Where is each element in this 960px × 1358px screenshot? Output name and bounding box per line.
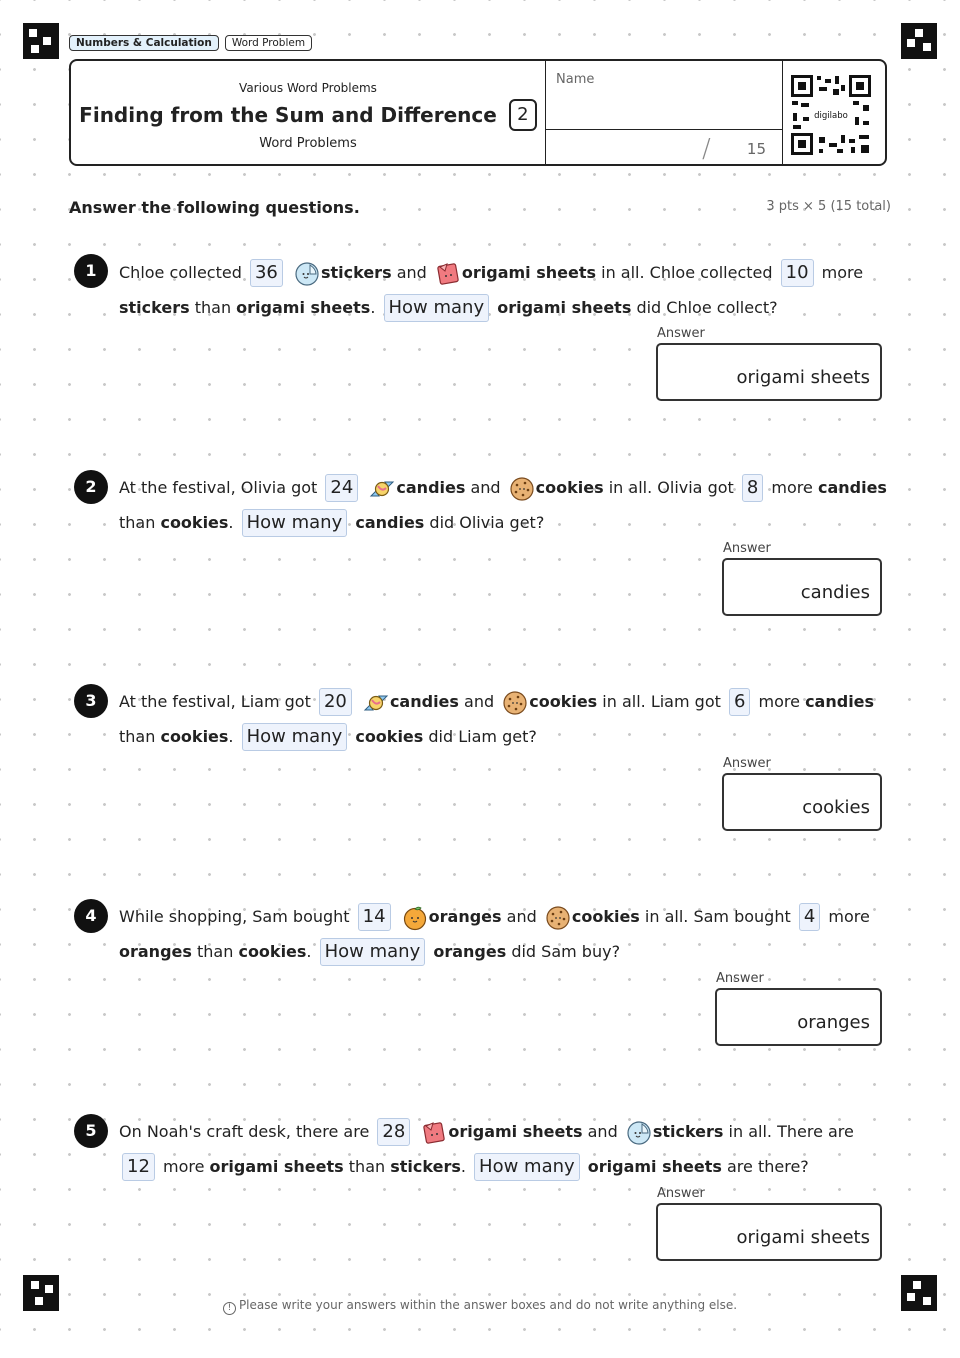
worksheet-subtitle: Various Word Problems	[239, 81, 377, 95]
cookie-icon	[509, 476, 535, 502]
score-slash: /	[702, 134, 711, 164]
footer-note	[0, 1298, 960, 1315]
name-score-block	[545, 61, 783, 164]
instructions: Answer the following questions.	[69, 198, 360, 217]
question-text: At the festival, Liam got 20 candies and cookies in all. Liam got 6 more candies than cookies. How many cookies did Liam get?	[119, 684, 889, 754]
difference-number: 10	[781, 259, 814, 287]
worksheet-number: 2	[509, 99, 537, 131]
points-info: 3 pts × 5 (15 total)	[766, 199, 891, 214]
question-number: 1	[74, 254, 108, 288]
origami-icon	[421, 1120, 447, 1146]
answer-box[interactable]	[656, 1203, 882, 1261]
candy-icon	[363, 690, 389, 716]
given-number: 20	[319, 688, 352, 716]
score-field	[546, 129, 782, 167]
candy-icon	[369, 476, 395, 502]
worksheet-category: Word Problems	[259, 136, 357, 151]
footer-text: Please write your answers within the answer boxes and do not write anything else.	[238, 1298, 738, 1312]
origami-icon	[435, 261, 461, 287]
answer-label: Answer	[723, 541, 771, 556]
difference-number: 6	[729, 688, 750, 716]
question-text: On Noah's craft desk, there are 28 origami sheets and stickers in all. There are 12 more origami sheets than stickers. How many origami sheets are there?	[119, 1114, 889, 1184]
cookie-icon	[545, 905, 571, 931]
tag-type: Word Problem	[225, 35, 312, 51]
given-number: 24	[325, 474, 358, 502]
how-many-box: How many	[320, 938, 426, 966]
answer-label: Answer	[723, 756, 771, 771]
answer-label: Answer	[657, 326, 705, 341]
answer-box[interactable]	[722, 558, 882, 616]
worksheet-title: Finding from the Sum and Difference	[79, 103, 497, 127]
answer-box[interactable]	[715, 988, 882, 1046]
score-total: 15	[746, 140, 766, 158]
question-text: While shopping, Sam bought 14 oranges and cookies in all. Sam bought 4 more oranges than cookies. How many oranges did Sam buy?	[119, 899, 889, 969]
registration-marker-top-left	[23, 23, 59, 59]
question-number: 4	[74, 899, 108, 933]
difference-number: 8	[742, 474, 763, 502]
given-number: 28	[377, 1118, 410, 1146]
answer-label: Answer	[657, 1186, 705, 1201]
sticker-icon	[294, 261, 320, 287]
cookie-icon	[502, 690, 528, 716]
how-many-box: How many	[474, 1153, 580, 1181]
how-many-box: How many	[384, 294, 490, 322]
name-label: Name	[556, 72, 595, 87]
given-number: 36	[250, 259, 283, 287]
difference-number: 4	[799, 903, 820, 931]
answer-unit: candies	[800, 582, 870, 603]
question-number: 3	[74, 684, 108, 718]
how-many-box: How many	[242, 509, 348, 537]
question-text: Chloe collected 36 stickers and origami sheets in all. Chloe collected 10 more stickers than origami sheets. How many origami sheets did Chloe collect?	[119, 255, 889, 325]
info-icon: !	[223, 1302, 236, 1315]
answer-unit: origami sheets	[736, 1227, 870, 1248]
orange-icon	[402, 905, 428, 931]
answer-box[interactable]	[656, 343, 882, 401]
tag-category: Numbers & Calculation	[69, 35, 219, 51]
tag-list	[69, 35, 312, 51]
difference-number: 12	[122, 1153, 155, 1181]
how-many-box: How many	[242, 723, 348, 751]
answer-label: Answer	[716, 971, 764, 986]
given-number: 14	[358, 903, 391, 931]
title-block	[71, 61, 545, 164]
worksheet-header	[69, 59, 887, 166]
answer-unit: cookies	[802, 797, 870, 818]
answer-unit: oranges	[797, 1012, 870, 1033]
registration-marker-top-right	[901, 23, 937, 59]
qr-label: digilabo	[814, 111, 848, 121]
worksheet-title-row	[71, 99, 545, 131]
question-text: At the festival, Olivia got 24 candies and cookies in all. Olivia got 8 more candies than cookies. How many candies did Olivia get?	[119, 470, 889, 540]
answer-box[interactable]	[722, 773, 882, 831]
question-number: 5	[74, 1114, 108, 1148]
question-number: 2	[74, 470, 108, 504]
qr-code-icon	[789, 73, 873, 157]
sticker-icon	[626, 1120, 652, 1146]
answer-unit: origami sheets	[736, 367, 870, 388]
